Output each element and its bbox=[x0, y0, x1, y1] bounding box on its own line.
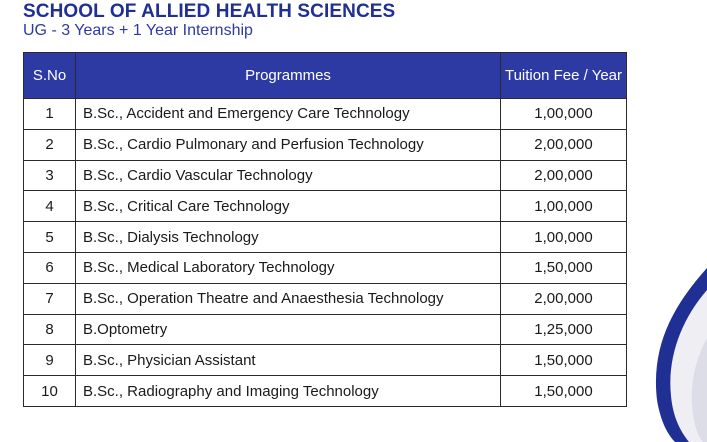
decorative-photo-corner bbox=[651, 268, 707, 442]
row-fee: 2,00,000 bbox=[501, 283, 627, 314]
table-row bbox=[24, 283, 627, 314]
page-subtitle: UG - 3 Years + 1 Year Internship bbox=[23, 22, 253, 39]
column-header-fee: Tuition Fee / Year bbox=[501, 53, 627, 99]
row-programme: B.Sc., Cardio Pulmonary and Perfusion Technology bbox=[76, 129, 501, 160]
table-row bbox=[24, 129, 627, 160]
row-sno: 9 bbox=[24, 345, 76, 376]
row-sno: 10 bbox=[24, 376, 76, 407]
column-header-programme: Programmes bbox=[76, 53, 501, 99]
row-fee: 1,00,000 bbox=[501, 99, 627, 130]
row-fee: 1,50,000 bbox=[501, 252, 627, 283]
row-programme: B.Sc., Radiography and Imaging Technology bbox=[76, 376, 501, 407]
table-row bbox=[24, 99, 627, 130]
row-programme: B.Sc., Medical Laboratory Technology bbox=[76, 252, 501, 283]
table-header-row bbox=[24, 53, 627, 99]
row-fee: 2,00,000 bbox=[501, 129, 627, 160]
column-header-sno: S.No bbox=[24, 53, 76, 99]
row-fee: 1,00,000 bbox=[501, 222, 627, 253]
table-row bbox=[24, 160, 627, 191]
row-sno: 7 bbox=[24, 283, 76, 314]
row-programme: B.Sc., Critical Care Technology bbox=[76, 191, 501, 222]
table-row bbox=[24, 222, 627, 253]
page-title: SCHOOL OF ALLIED HEALTH SCIENCES bbox=[23, 1, 396, 22]
row-fee: 1,50,000 bbox=[501, 376, 627, 407]
row-programme: B.Sc., Dialysis Technology bbox=[76, 222, 501, 253]
table-row bbox=[24, 345, 627, 376]
table-row bbox=[24, 191, 627, 222]
row-sno: 8 bbox=[24, 314, 76, 345]
row-programme: B.Optometry bbox=[76, 314, 501, 345]
row-sno: 1 bbox=[24, 99, 76, 130]
row-sno: 5 bbox=[24, 222, 76, 253]
table-row bbox=[24, 376, 627, 407]
table-row bbox=[24, 314, 627, 345]
row-fee: 1,50,000 bbox=[501, 345, 627, 376]
row-programme: B.Sc., Cardio Vascular Technology bbox=[76, 160, 501, 191]
row-sno: 3 bbox=[24, 160, 76, 191]
tuition-fee-table bbox=[23, 52, 627, 407]
table-row bbox=[24, 252, 627, 283]
row-programme: B.Sc., Operation Theatre and Anaesthesia Technology bbox=[76, 283, 501, 314]
row-programme: B.Sc., Accident and Emergency Care Technology bbox=[76, 99, 501, 130]
row-sno: 4 bbox=[24, 191, 76, 222]
row-fee: 1,00,000 bbox=[501, 191, 627, 222]
row-fee: 2,00,000 bbox=[501, 160, 627, 191]
row-fee: 1,25,000 bbox=[501, 314, 627, 345]
row-programme: B.Sc., Physician Assistant bbox=[76, 345, 501, 376]
row-sno: 2 bbox=[24, 129, 76, 160]
row-sno: 6 bbox=[24, 252, 76, 283]
